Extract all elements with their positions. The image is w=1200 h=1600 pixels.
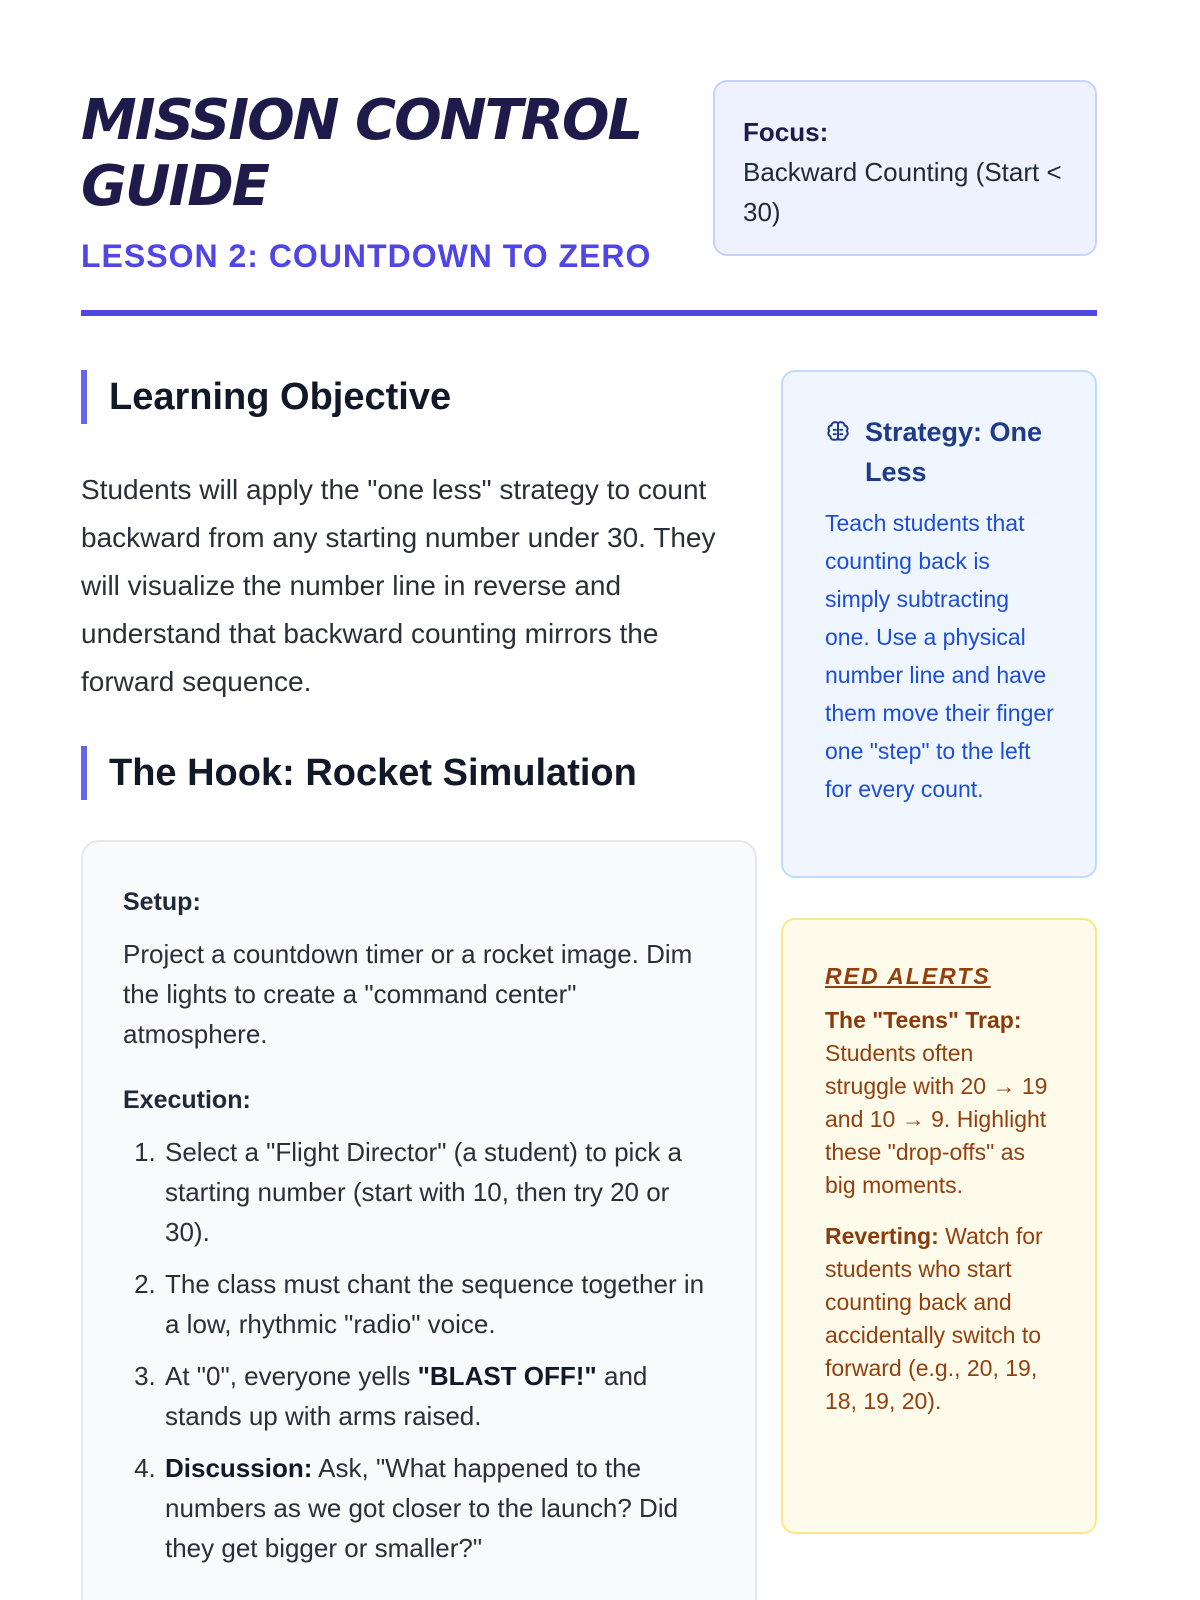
step-emphasis: "BLAST OFF!" — [417, 1361, 597, 1391]
step-text: The class must chant the sequence together in a low, rhythmic "radio" voice. — [165, 1269, 705, 1339]
list-item — [163, 1356, 715, 1436]
setup-label: Setup: — [123, 888, 201, 916]
list-item — [163, 1448, 715, 1568]
header — [81, 80, 1097, 316]
title-block — [81, 80, 701, 275]
alert-item — [825, 1220, 1055, 1418]
strategy-box — [781, 370, 1097, 878]
brain-icon — [825, 419, 851, 445]
execution-steps — [123, 1132, 715, 1568]
alert-label: The "Teens" Trap: — [825, 1007, 1022, 1033]
alert-label: Reverting: — [825, 1223, 939, 1249]
content-body — [81, 370, 1097, 1600]
hook-heading: The Hook: Rocket Simulation — [81, 746, 757, 800]
alert-text: Students often struggle with 20 → 19 and 10 → 9. Highlight these "drop-offs" as big moments. — [825, 1040, 1048, 1198]
lesson-subtitle: LESSON 2: COUNTDOWN TO ZERO — [81, 238, 652, 274]
focus-value: Backward Counting (Start < 30) — [743, 157, 1062, 227]
focus-box — [713, 80, 1097, 256]
objective-text: Students will apply the "one less" strategy to count backward from any starting number under 30. They will visualize the number line in reverse and understand that backward counting mirrors the forward sequence. — [81, 474, 716, 697]
list-item — [163, 1264, 715, 1344]
step-text: At "0", everyone yells — [165, 1361, 418, 1391]
focus-label: Focus: — [743, 117, 829, 147]
execution-label: Execution: — [123, 1086, 251, 1114]
step-emphasis: Discussion: — [165, 1453, 313, 1483]
alert-text: Watch for students who start counting back and accidentally switch to forward (e.g., 20, 19, 18, 19, 20). — [825, 1223, 1043, 1414]
page-title: MISSION CONTROL GUIDE — [81, 88, 642, 219]
objective-heading: Learning Objective — [81, 370, 757, 424]
list-item — [163, 1132, 715, 1252]
red-alerts-box — [781, 918, 1097, 1534]
step-text: and stands up with arms raised. — [165, 1361, 648, 1431]
strategy-text: Teach students that counting back is simply subtracting one. Use a physical number line and have them move their finger one "step" to the left for every count. — [825, 510, 1054, 802]
alert-item — [825, 1004, 1055, 1202]
step-text: Select a "Flight Director" (a student) to pick a starting number (start with 10, then try 20 or 30). — [165, 1137, 683, 1247]
strategy-title-text: Strategy: One Less — [865, 417, 1043, 487]
setup-text: Project a countdown timer or a rocket image. Dim the lights to create a "command center" atmosphere. — [123, 939, 693, 1049]
hook-card — [81, 840, 757, 1600]
alerts-title: RED ALERTS — [825, 963, 991, 989]
sidebar — [781, 370, 1097, 1600]
main-column — [81, 370, 757, 1600]
strategy-title — [825, 412, 1055, 492]
step-text: Ask, "What happened to the numbers as we got closer to the launch? Did they get bigger or smaller?" — [165, 1453, 679, 1563]
